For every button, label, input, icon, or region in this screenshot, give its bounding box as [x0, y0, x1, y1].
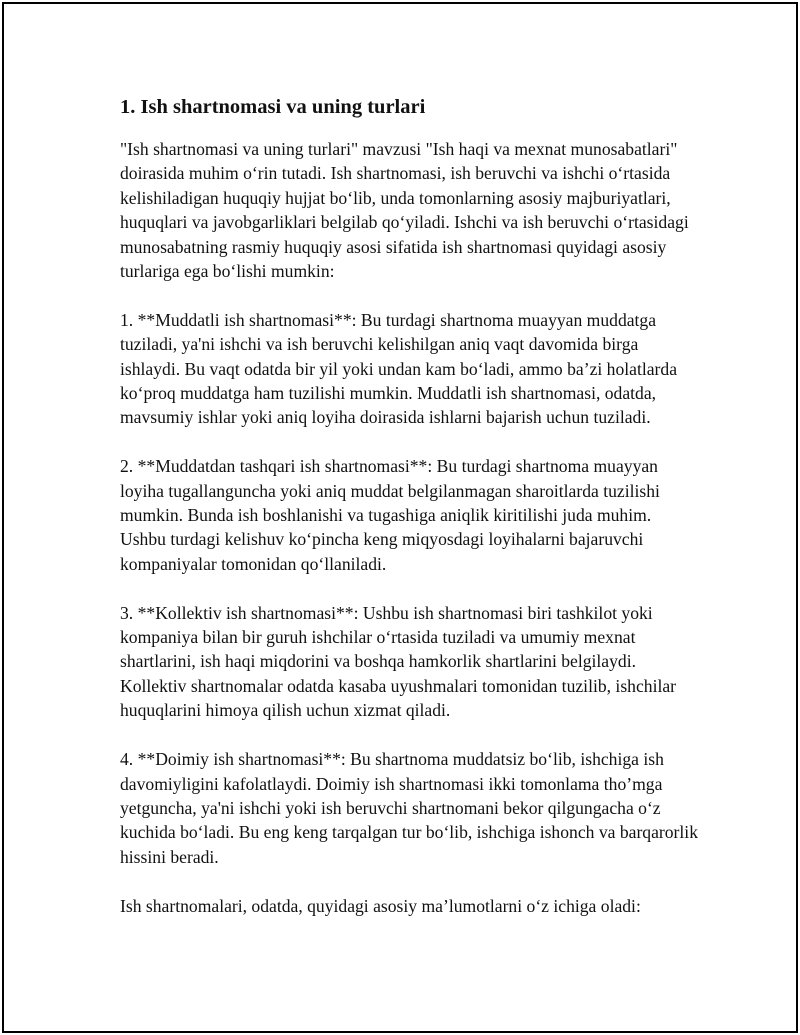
paragraph-permanent-contract: 4. **Doimiy ish shartnomasi**: Bu shartnoma muddatsiz bo‘lib, ishchiga ish davomiyligini kafolatlaydi. Doimiy ish shartnomasi ikki tomonlama tho’mga yetguncha, ya'ni ishchi yoki ish beruvchi shartnomani bekor qilgungacha o‘z kuchida bo‘ladi. Bu eng keng tarqalgan tur bo‘lib, ishchiga ishonch va barqarorlik hissini beradi. — [120, 749, 698, 867]
document-content — [120, 93, 700, 918]
paragraph-collective-contract: 3. **Kollektiv ish shartnomasi**: Ushbu ish shartnomasi biri tashkilot yoki kompaniya bilan bir guruh ishchilar o‘rtasida tuziladi va umumiy mexnat shartlarini, ish haqi miqdorini va boshqa hamkorlik shartlarini belgilaydi. Kollektiv shartnomalar odatda kasaba uyushmalari tomonidan tuzilib, ishchilar huquqlarini himoya qilish uchun xizmat qiladi. — [120, 602, 677, 721]
document-title: 1. Ish shartnomasi va uning turlari — [120, 96, 426, 118]
paragraph-fixed-term-contract: 1. **Muddatli ish shartnomasi**: Bu turdagi shartnoma muayyan muddatga tuziladi, ya'ni ishchi va ish beruvchi kelishilgan aniq vaqt davomida birga ishlaydi. Bu vaqt odatda bir yil yoki undan kam bo‘ladi, ammo ba’zi holatlarda ko‘proq muddatga ham tuzilishi mumkin. Muddatli ish shartnomasi, odatda, mavsumiy ishlar yoki aniq loyiha doirasida ishlarni bajarish uchun tuziladi. — [120, 309, 678, 428]
paragraph-project-contract: 2. **Muddatdan tashqari ish shartnomasi**: Bu turdagi shartnoma muayyan loyiha tugallanguncha yoki aniq muddat belgilanmagan sharoitlarda tuzilishi mumkin. Bunda ish boshlanishi va tugashiga aniqlik kiritilishi juda muhim. Ushbu turdagi kelishuv ko‘pincha keng miqyosdagi loyihalarni bajaruvchi kompaniyalar tomonidan qo‘llaniladi. — [120, 456, 660, 574]
intro-paragraph: "Ish shartnomasi va uning turlari" mavzusi "Ish haqi va mexnat munosabatlari" doirasida muhim o‘rin tutadi. Ish shartnomasi, ish beruvchi va ishchi o‘rtasida kelishiladigan huquqiy hujjat bo‘lib, unda tomonlarning asosiy majburiyatlari, huquqlari va javobgarliklari belgilab qo‘yiladi. Ishchi va ish beruvchi o‘rtasidagi munosabatning rasmiy huquqiy asosi sifatida ish shartnomasi quyidagi asosiy turlariga ega bo‘lishi mumkin: — [120, 139, 689, 282]
closing-paragraph: Ish shartnomalari, odatda, quyidagi asosiy ma’lumotlarni o‘z ichiga oladi: — [120, 895, 641, 916]
document-page — [2, 2, 798, 1033]
